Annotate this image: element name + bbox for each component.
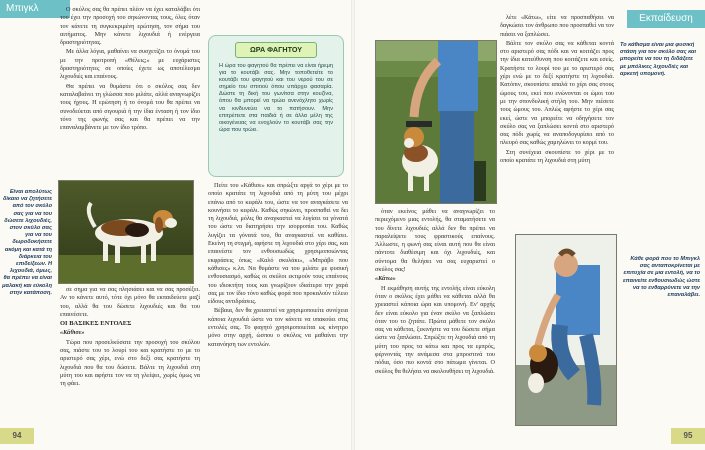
paragraph: Βάλτε τον σκύλο σας να κάθεται κοντά στο αριστερό σας πόδι και να κοιτάζει προς την ίδια κατεύθυνση που κοιτάζετε και εσείς. Κρατήστε το λουρί του με το αριστερό σας χέρι ενώ με το δεξί κρατήστε τη λιχουδιά. Κατόπιν, σκουπίστε απαλά το χέρι σας στους ώμους του, εκεί που ενώνονται οι ώμοι του με την σπονδυλική στήλη του. Μην πιέσετε τους ώμους του. Απλώς αφήστε το χέρι σας εκεί, ώστε να μπορείτε να οδηγήσετε τον σκύλο σας να ξαπλώσει κοντά στο αριστερό σας πόδι χωρίς να αναποδογυρίσει από το πλευρό σας καθώς χαμηλώνει το κορμί του. [500,39,614,147]
left-column-1-top [60,6,200,181]
photo-caption-right-top: Το κάθισμα είναι μια φυσική στάση για τον σκύλο σας και μπορείτε να του τη διδάξετε με μπόλικες λιχουδιές και αρκετή υπομονή. [620,42,697,77]
photo-caption-left: Είναι απολύτως δίκαιο να ζητήσετε από τον σκύλο σας για να του δώσετε λιχουδιές, στον σκύλο σας για να του δωροδοκήσετε ακόμη και κατά τη διάρκεια του επιδείξεων. Η λιχουδιά, όμως, θα πρέπει να είναι μαλακή και εύκολη στην κατάποση. [2,189,52,296]
left-column-1-bottom [60,286,200,446]
chapter-tab-right: Εκπαίδευση [627,10,705,28]
sidebar-box-mealtime [208,35,344,177]
right-column-2 [500,14,614,234]
photo-training-sit [375,40,497,204]
paragraph: όταν εκείνος μάθει να αναγνωρίζει το περιεχόμενο μιας εντολής, θα σταματήσετε να του δίνετε λιχουδιές αλλά δεν θα πρέπει να παραλείψετε τους φραστικούς επαίνους. Άλλωστε, η φωνή σας είναι αυτή που θα είναι πάντοτε διαθέσιμη και όχι λιχουδιές, και σύντομα θα θελήσει να σας ευχαριστεί ο σκύλος σας! [375,208,495,274]
paragraph: λέτε «Κάτω», είτε να προσπαθήσει να δαγκώσει τον άνθρωπο που προσπαθεί να τον πιάσει να ξαπλώσει. [500,14,614,38]
page-gutter [351,0,355,450]
paragraph: Θα πρέπει να θυμάστε ότι ο σκύλος σας δεν καταλαβαίνει τη γλώσσα που μιλάτε, αλλά αναγνωρίζει τους ήχους. Η ερώτηση ή το όνομά του θα πρέπει να συνοδεύεται από σιγουριά ή την ίδια ένταση ή τον ίδιο τόνο της φωνής σας και θα πρέπει να την επαναλαμβάνετε με τον ίδιο τρόπο. [60,82,200,132]
left-column-2 [208,182,348,447]
paragraph: Βέβαια, δεν θα χρειαστεί να χρησιμοποιείτε συνέχεια κάποια λιχουδιά ώστε να τον κάνετε να υπακούει στις εντολές σας. Το φαγητό χρησιμοποιείται ως κίνητρο μόνο στην αρχή, ώσπου ο σκύλος να μαθαίνει την κατανόηση των εντολών. [208,307,348,348]
chapter-tab-left: Μπιγκλ [0,0,70,18]
paragraph: Με άλλα λόγια, μαθαίνει να συσχετίζει το όνομά του με την προτροπή «Θέλεις;» με ευχάριστες δραστηριότητες σε οποίες έχετε ως αποτέλεσμα λιχουδιές και επαίνους. [60,48,200,81]
paragraph: Ο σκύλος σας θα πρέπει πλέον να έχει καταλάβει ότι του έχει την προσοχή του σηκώνοντας τους, όλες όταν τον κάνετε τη συγκεκριμένη ερώτηση, τον σήμα του αιτήματος. Μην κάνετε λιχουδιά ή ενέργεια δραστηριότητας. [60,6,200,47]
photo-caption-right-bottom: Κάθε φορά που το Μπιγκλ σας ανταποκρίνεται με επιτυχία σε μια εντολή, να το επαινείτε ενθουσιωδώς ώστε να το ενθαρρύνετε να την επαναλάβει. [622,256,700,299]
sidebar-box-text: Η ώρα του φαγητού θα πρέπει να είναι ήρεμη για το κουτάβι σας. Μην τοποθετείτε το κουτάβι του φαγητού και του νερού του σε σημείο του σπιτιού όπου υπάρχει φασαρία. Δώστε τη δική του γωνίτσα στην κουζίνα, όπου θα μπορεί να τρώει ανενόχλητο χωρίς να κινδυνεύει να το πατήσουν. Μην επιτρέπετε στα παιδιά ή σε άλλα μέλη της οικογένειας να ενοχλούν το κουτάβι σας την ώρα που τρώει. [219,63,333,133]
paragraph: Τώρα που προσελκύσατε την προσοχή του σκύλου σας, πιάστε του το λουρί του και κρατήστε το με το αριστερό σας χέρι, ενώ στο δεξί σας κρατήστε τη λιχουδιά που θα του δώσετε. Βάλτε τη λιχουδιά στη μύτη του και αφήστε τον να τη γλείψει, χωρίς όμως να τη φάει. [60,338,200,388]
paragraph: σε σημα για να σας πλησιάσει και να σας προσέξει. Αν το κάνετε αυτό, τότε όχι μόνο θα εκπαιδεύετε μαζί του, αλλά θα του δώσετε λιχουδιές και θα του επαινέσετε. [60,286,200,318]
section-subheading: «Κάθισε» [60,329,85,337]
photo-training-praise [515,234,617,426]
paragraph: Πείτε του «Κάθισε» και σπρώξτε αργά το χέρι με το οποίο κρατάτε τη λιχουδιά από τη μύτη του μέχρι επάνω από το κεφάλι του, ώστε να τον αναγκάσετε να κουνήσει το κεφάλι. Καθώς σηκώνει, προσπαθεί να δει τη λιχουδιά, μόλις θα αναγκαστεί να λυγίσει τα γόνατά του ώστε να διατηρήσει την ισορροπία του. Καθώς λυγίζει τα γόνατά του, θα αναγκαστεί να καθίσει. Εκείνη τη στιγμή, αφήστε τη λιχουδιά στο χέρι σας, και επαινέστε τον ενθουσιωδώς χρησιμοποιώντας εκφράσεις όπως «Καλό σκυλάκι», «Μπράβο που κάθισες» κ.λπ. Να θυμάστε να του μιλάτε με φυσική ενθουσιασμό, καθώς οι σκύλοι εκτιμούν τους επαίνους του ιδιοκτήτη τους και γνωρίζουν ιδιαίτερα την χαρά σας με τον ίδιο τόνο καθώς φορά που προκαλούν τέλειο είδους αντιδράσεις. [208,182,348,306]
page-number-right: 95 [671,428,705,444]
section-heading: ΟΙ ΒΑΣΙΚΕΣ ΕΝΤΟΛΕΣ [60,320,132,328]
sidebar-box-title: ΩΡΑ ΦΑΓΗΤΟΥ [235,42,317,58]
photo-beagle-standing [58,180,194,284]
page-number-left: 94 [0,428,34,444]
paragraph: Η εκμάθηση αυτής της εντολής είναι εύκολη όταν ο σκύλος έχει μάθει να κάθεται αλλά θα χρειαστεί κάποια ώρα και υπομονή. Εν' αρχής δεν είναι εύκολο για έναν σκύλο να ξαπλώσει όταν του το ζητάτε. Πρώτα μάθετε τον σκύλο σας να κάθεται, ξεκινήστε να του δώσετε σήμα ώστε να ξαπλώσει. Σπρώξτε τη λιχουδιά από τη μύτη του προς τα κάτω και προς τα εμπρός, φέρνοντάς την ανάμεσα στα μπροστινά του πόδια, όσο πιο κοντά στο πάτωμα γίνεται. Ο σκύλος θα θελήσει να ακολουθήσει τη λιχουδιά. [375,284,495,375]
training-praise-image [516,235,616,425]
training-sit-image [376,41,496,203]
right-column-1 [375,208,495,448]
paragraph: Στη συνέχεια σκουπίστε το χέρι με το οποίο κρατάτε τη λιχουδιά στη μύτη [500,148,614,165]
beagle-standing-image [59,181,193,283]
section-subheading: «Κάτω» [375,275,396,283]
